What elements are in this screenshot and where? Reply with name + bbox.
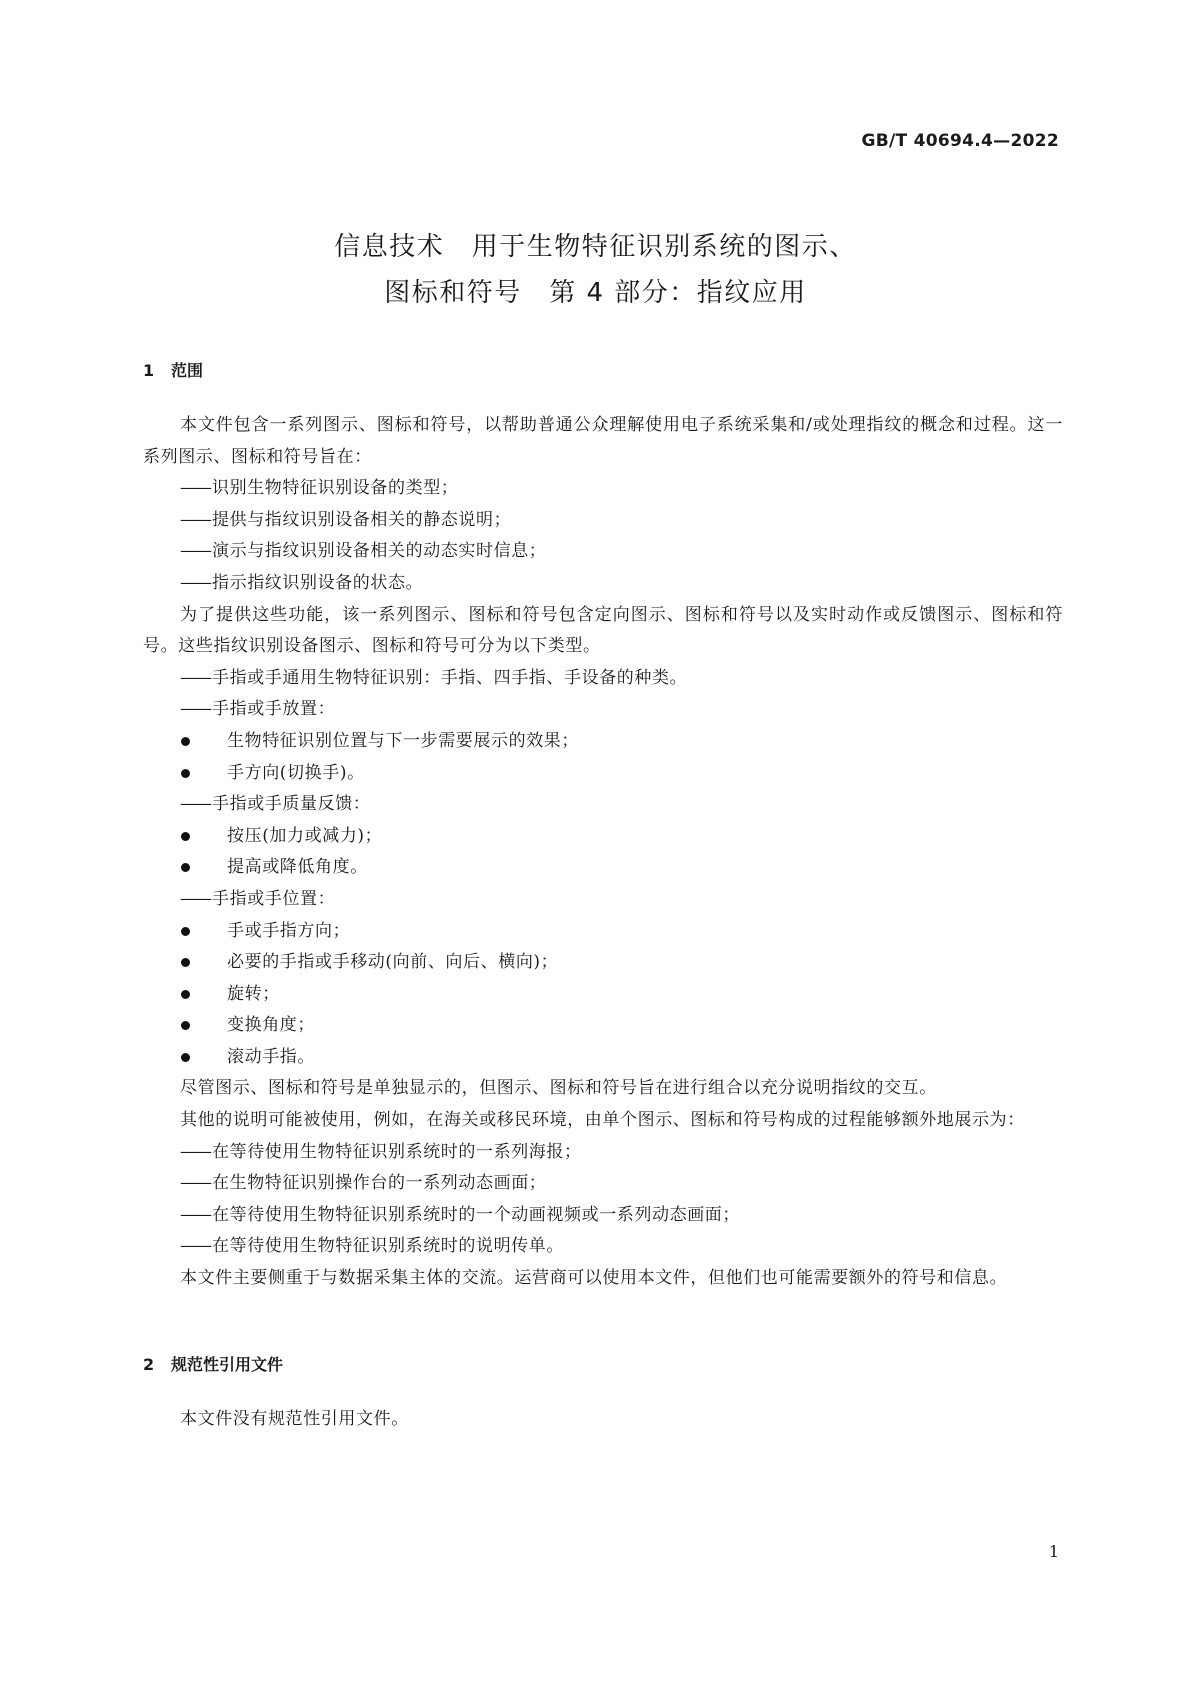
section-2-number: 2 <box>143 1355 155 1374</box>
dash-item: —— 在等待使用生物特征识别系统时的说明传单。 <box>180 1231 1063 1263</box>
dash-item: —— 手指或手质量反馈： <box>180 789 1063 821</box>
section-2-heading <box>143 1352 283 1375</box>
dash-item: —— 指示指纹识别设备的状态。 <box>180 568 1063 600</box>
dash-item: —— 演示与指纹识别设备相关的动态实时信息； <box>180 536 1063 568</box>
paragraph: 本文件没有规范性引用文件。 <box>180 1409 409 1429</box>
bullet-item: 变换角度； <box>227 1010 1063 1042</box>
section-2-body <box>143 1404 1063 1436</box>
section-2-title: 规范性引用文件 <box>171 1355 284 1374</box>
bullet-item: 按压(加力或减力)； <box>227 821 1063 853</box>
paragraph: 为了提供这些功能，该一系列图示、图标和符号包含定向图示、图标和符号以及实时动作或反馈图示、图标和符号。这些指纹识别设备图示、图标和符号可分为以下类型。 <box>143 604 1063 657</box>
dash-item: —— 在等待使用生物特征识别系统时的一个动画视频或一系列动态画面； <box>180 1200 1063 1232</box>
dash-item: —— 手指或手位置： <box>180 884 1063 916</box>
dash-item: —— 在生物特征识别操作台的一系列动态画面； <box>180 1168 1063 1200</box>
page-number: 1 <box>1048 1542 1059 1561</box>
paragraph: 本文件包含一系列图示、图标和符号，以帮助普通公众理解使用电子系统采集和/或处理指纹的概念和过程。这一系列图示、图标和符号旨在： <box>143 415 1063 467</box>
standard-code: GB/T 40694.4—2022 <box>861 131 1059 151</box>
paragraph: 本文件主要侧重于与数据采集主体的交流。运营商可以使用本文件，但他们也可能需要额外的符号和信息。 <box>180 1268 1008 1289</box>
bullet-item: 必要的手指或手移动(向前、向后、横向)； <box>227 947 1063 979</box>
bullet-item: 手或手指方向； <box>227 916 1063 948</box>
bullet-item: 旋转； <box>227 979 1063 1011</box>
paragraph: 尽管图示、图标和符号是单独显示的，但图示、图标和符号旨在进行组合以充分说明指纹的交互。 <box>180 1078 937 1099</box>
dash-item: —— 手指或手通用生物特征识别：手指、四手指、手设备的种类。 <box>180 663 1063 695</box>
section-1-heading <box>143 358 203 381</box>
dash-item: —— 识别生物特征识别设备的类型； <box>180 473 1063 505</box>
title-line-2: 图标和符号 第 4 部分：指纹应用 <box>384 278 807 308</box>
dash-item: —— 手指或手放置： <box>180 694 1063 726</box>
paragraph: 其他的说明可能被使用，例如，在海关或移民环境，由单个图示、图标和符号构成的过程能够额外地展示为： <box>180 1110 1025 1131</box>
title-line-1: 信息技术 用于生物特征识别系统的图示、 <box>334 232 857 262</box>
section-1-body <box>143 410 1063 1295</box>
section-1-number: 1 <box>143 361 155 380</box>
bullet-item: 提高或降低角度。 <box>227 852 1063 884</box>
dash-item: —— 提供与指纹识别设备相关的静态说明； <box>180 505 1063 537</box>
dash-item: —— 在等待使用生物特征识别系统时的一系列海报； <box>180 1137 1063 1169</box>
document-title <box>0 224 1191 316</box>
section-1-title: 范围 <box>171 361 204 380</box>
bullet-item: 滚动手指。 <box>227 1042 1063 1074</box>
bullet-item: 手方向(切换手)。 <box>227 758 1063 790</box>
bullet-item: 生物特征识别位置与下一步需要展示的效果； <box>227 726 1063 758</box>
